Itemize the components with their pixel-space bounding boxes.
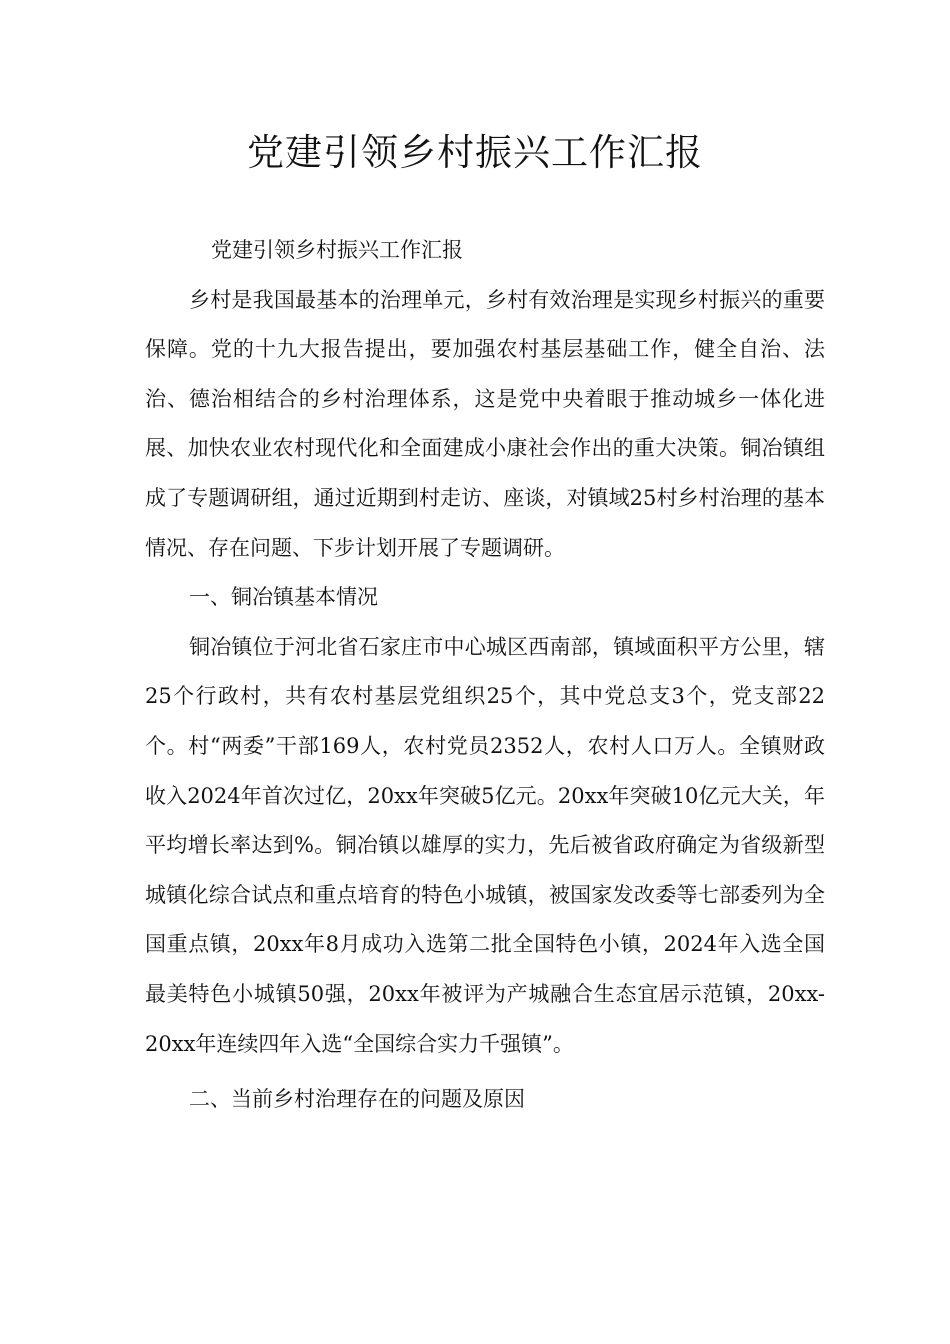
intro-paragraph: 乡村是我国最基本的治理单元，乡村有效治理是实现乡村振兴的重要保障。党的十九大报告提出，要加强农村基层基础工作，健全自治、法治、德治相结合的乡村治理体系，这是党中央着眼于推动城乡一体化进展、加快农业农村现代化和全面建成小康社会作出的重大决策。铜冶镇组成了专题调研组，通过近期到村走访、座谈，对镇域25村乡村治理的基本情况、存在问题、下步计划开展了专题调研。 xyxy=(145,287,825,560)
section-2-heading: 二、当前乡村治理存在的问题及原因 xyxy=(189,1087,525,1112)
section-1-paragraph: 铜冶镇位于河北省石家庄市中心城区西南部，镇域面积平方公里，辖25个行政村，共有农村基层党组织25个，其中党总支3个，党支部22个。村“两委”干部169人，农村党员2352人，农村人口万人。全镇财政收入2024年首次过亿，20xx年突破5亿元。20xx年突破10亿元大关，年平均增长率达到%。铜冶镇以雄厚的实力，先后被省政府确定为省级新型城镇化综合试点和重点培育的特色小城镇，被国家发改委等七部委列为全国重点镇，20xx年8月成功入选第二批全国特色小镇，2024年入选全国最美特色小城镇50强，20xx年被评为产城融合生态宜居示范镇，20xx-20xx年连续四年入选“全国综合实力千强镇”。 xyxy=(145,634,825,1056)
document-body xyxy=(145,226,825,1125)
document-subtitle: 党建引领乡村振兴工作汇报 xyxy=(211,238,463,262)
document-title: 党建引领乡村振兴工作汇报 xyxy=(247,131,703,174)
section-1-heading: 一、铜冶镇基本情况 xyxy=(189,585,378,610)
